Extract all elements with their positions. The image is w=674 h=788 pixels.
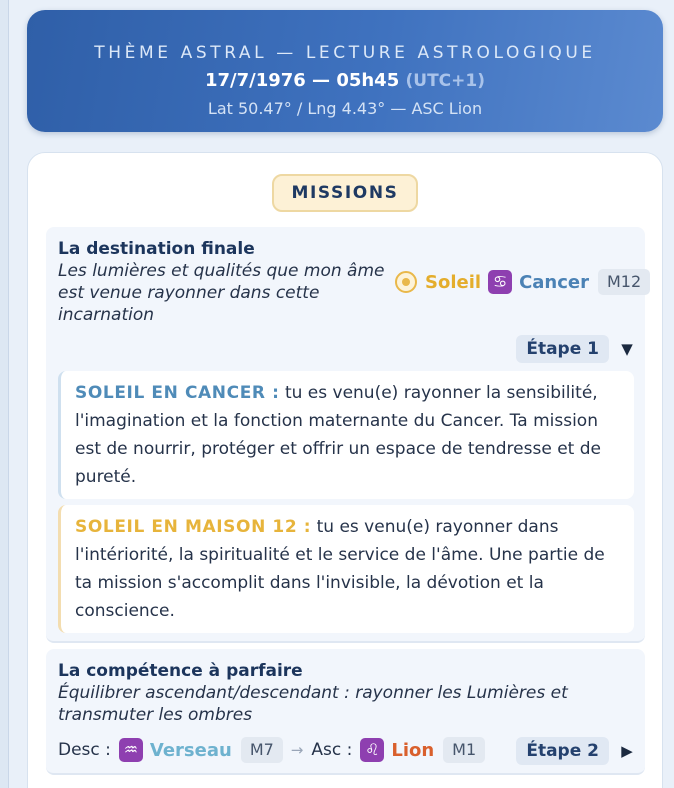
- desc-sign: Verseau: [149, 739, 232, 761]
- section-description: Les lumières et qualités que mon âme est venue rayonner dans cette incarnation: [58, 261, 385, 325]
- planet-placement: [395, 269, 650, 295]
- step-toggle[interactable]: [516, 335, 635, 363]
- arrow-right-icon: →: [290, 741, 304, 759]
- desc-label: Desc :: [58, 740, 111, 760]
- step-badge[interactable]: Étape 2: [516, 737, 609, 765]
- sign-name: Cancer: [519, 271, 589, 293]
- reading-lead: SOLEIL EN MAISON 12 :: [75, 517, 312, 537]
- reading-house: [58, 505, 634, 633]
- house-badge: M12: [598, 269, 650, 295]
- header-date: [27, 70, 663, 91]
- left-rail: [0, 0, 9, 788]
- asc-sign: Lion: [391, 739, 435, 761]
- reading-lead: SOLEIL EN CANCER :: [75, 383, 280, 403]
- reading-text: tu es venu(e) rayonner dans l'intériorité, la spiritualité et le service de l'âme. Une partie de ta mission s'accomplit dans l'invisible, la dévotion et la conscience.: [75, 517, 605, 621]
- section-title: La compétence à parfaire: [58, 661, 303, 681]
- mission-section-competence: [46, 649, 645, 775]
- house-badge: M7: [241, 737, 283, 763]
- header-title: THÈME ASTRAL — LECTURE ASTROLOGIQUE: [94, 43, 596, 63]
- leo-icon: ♌: [360, 738, 384, 762]
- step-toggle[interactable]: [516, 737, 635, 765]
- mission-section-destination: [46, 227, 645, 643]
- timezone: (UTC+1): [405, 71, 486, 91]
- planet-name: Soleil: [425, 271, 482, 293]
- asc-desc-axis: [58, 737, 485, 763]
- sun-icon: [395, 271, 417, 293]
- chart-header: [27, 10, 663, 132]
- caret-down-icon[interactable]: ▼: [621, 340, 633, 358]
- missions-heading: MISSIONS: [272, 174, 418, 212]
- cancer-icon: ♋: [488, 270, 512, 294]
- aquarius-icon: ♒: [119, 738, 143, 762]
- birth-datetime: 17/7/1976 — 05h45: [204, 70, 400, 91]
- header-coords: Lat 50.47° / Lng 4.43° — ASC Lion: [207, 99, 483, 118]
- caret-right-icon[interactable]: ▶: [621, 742, 633, 760]
- section-title: La destination finale: [58, 239, 255, 259]
- reading-text: tu es venu(e) rayonner la sensibilité, l'imagination et la fonction maternante du Cancer. Ta mission est de nourrir, protéger et offrir un espace de tendresse et de pureté.: [75, 383, 601, 487]
- section-description: Équilibrer ascendant/descendant : rayonner les Lumières et transmuter les ombres: [58, 683, 568, 725]
- step-badge[interactable]: Étape 1: [516, 335, 609, 363]
- asc-label: Asc :: [311, 740, 353, 760]
- house-badge: M1: [443, 737, 485, 763]
- reading-sign: [58, 371, 634, 499]
- missions-card: [27, 152, 663, 788]
